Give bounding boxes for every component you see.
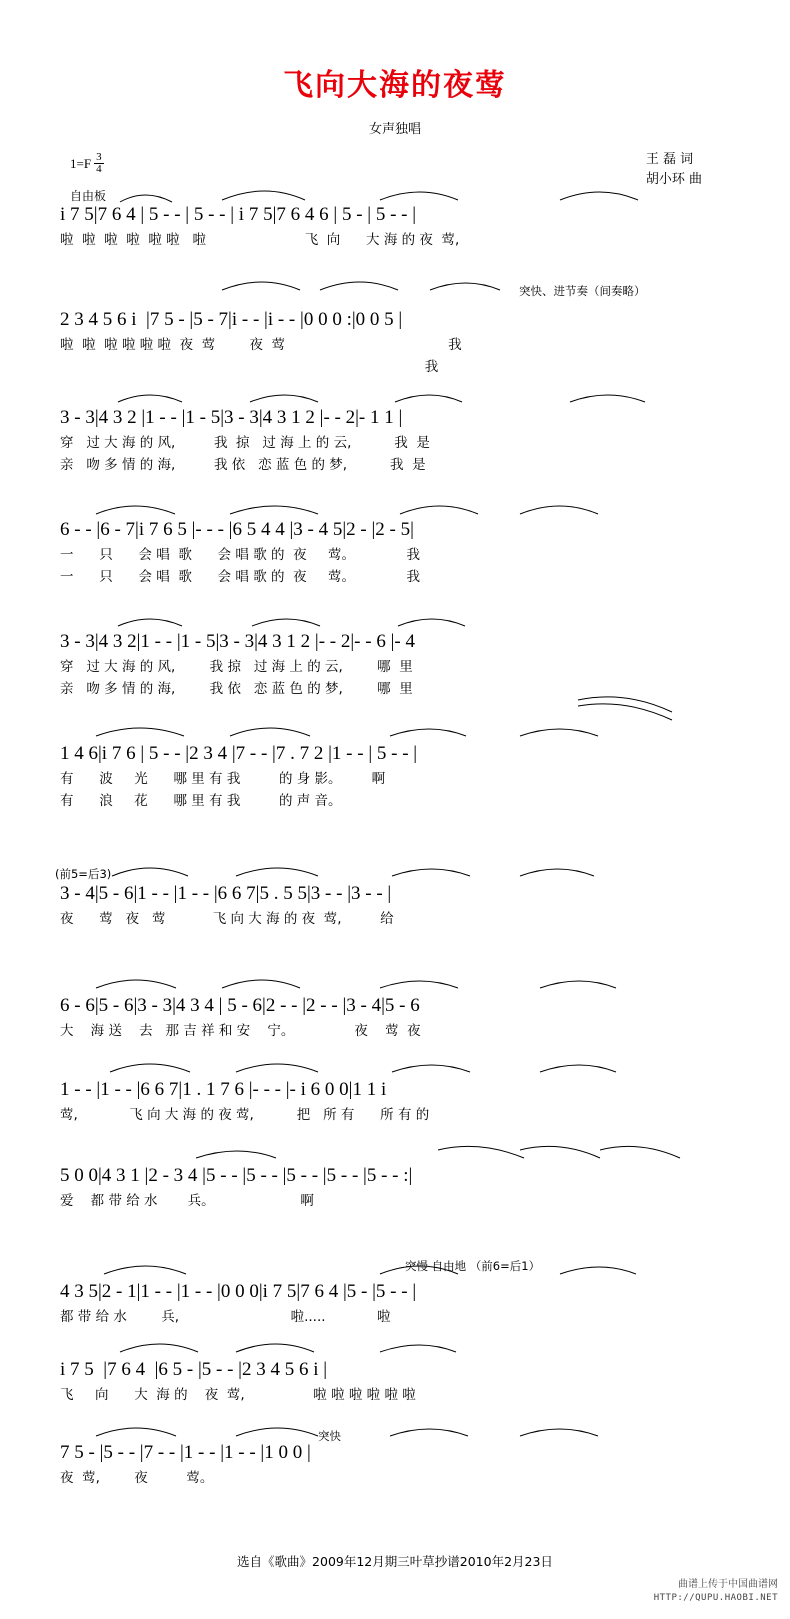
music-system <box>60 310 732 380</box>
lyric-row: 啦 啦 啦 啦 啦 啦 夜 莺 夜 莺 我 <box>60 337 462 353</box>
lyric-row: 爱 都 带 给 水 兵。 啊 <box>60 1193 314 1209</box>
note-row: 7 5 - |5 - - |7 - - |1 - - |1 - - |1 0 0 | <box>60 1442 311 1463</box>
site-credit-line: 曲谱上传于中国曲谱网 <box>678 1579 778 1590</box>
site-credit <box>654 1578 778 1604</box>
note-row: 4 3 5|2 - 1|1 - - |1 - - |0 0 0|i 7 5|7 6 4 |5 - |5 - - | <box>60 1281 417 1302</box>
lyricist-credit: 王 磊 词 <box>645 152 694 167</box>
composer-credit: 胡小环 曲 <box>645 172 702 188</box>
site-credit-url: HTTP://QUPU.HAOBI.NET <box>653 1592 778 1603</box>
lyric-row: 一 只 会 唱 歌 会 唱 歌 的 夜 莺。 我 <box>60 569 421 585</box>
music-system <box>60 632 732 702</box>
lyric-row: 有 波 光 哪 里 有 我 的 身 影。 啊 <box>60 771 386 787</box>
key-signature: 1=F <box>70 156 92 171</box>
lyric-row: 亲 吻 多 情 的 海, 我 依 恋 蓝 色 的 梦, 哪 里 <box>60 681 413 697</box>
lyric-row: 飞 向 大 海 的 夜 莺, 啦 啦 啦 啦 啦 啦 <box>60 1387 416 1403</box>
music-system <box>60 408 732 478</box>
music-system <box>60 884 732 932</box>
music-system <box>60 996 732 1044</box>
annotation: 突慢 自由地 （前6=后1） <box>405 1259 541 1273</box>
tempo-marking: 自由板 <box>70 189 107 203</box>
note-row: 3 - 3|4 3 2 |1 - - |1 - 5|3 - 3|4 3 1 2 |- - 2|- 1 1 | <box>60 407 403 428</box>
annotation: 突快、进节奏（间奏略） <box>519 284 646 298</box>
music-system <box>60 1282 732 1330</box>
lyric-row: 一 只 会 唱 歌 会 唱 歌 的 夜 莺。 我 <box>60 547 421 563</box>
credits-block <box>646 150 702 190</box>
lyric-row: 大 海 送 去 那 吉 祥 和 安 宁。 夜 莺 夜 <box>60 1023 421 1039</box>
note-row: 3 - 3|4 3 2|1 - - |1 - 5|3 - 3|4 3 1 2 |- - 2|- - 6 |- 4 <box>60 631 415 652</box>
key-and-time-signature <box>70 152 104 175</box>
time-signature-denominator: 4 <box>96 163 102 175</box>
music-system <box>60 1080 732 1128</box>
subtitle: 女声独唱 <box>368 122 421 137</box>
source-footer: 选自《歌曲》2009年12月期三叶草抄谱2010年2月23日 <box>237 1554 553 1569</box>
note-row: 1 - - |1 - - |6 6 7|1 . 1 7 6 |- - - |- i 6 0 0|1 1 i <box>60 1079 387 1100</box>
annotation: (前5=后3) <box>55 867 112 881</box>
lyric-row: 穿 过 大 海 的 风, 我 掠 过 海 上 的 云, 哪 里 <box>60 659 413 675</box>
lyric-row: 都 带 给 水 兵, 啦..... 啦 <box>60 1309 391 1325</box>
music-system <box>60 1360 732 1408</box>
lyric-row: 夜 莺 夜 莺 飞 向 大 海 的 夜 莺, 给 <box>60 911 394 927</box>
lyric-row: 夜 莺, 夜 莺。 <box>60 1470 214 1486</box>
lyric-row: 我 <box>60 359 439 375</box>
note-row: i 7 5 |7 6 4 |6 5 - |5 - - |2 3 4 5 6 i | <box>60 1359 328 1380</box>
music-system <box>60 1166 732 1214</box>
page-title: 飞向大海的夜莺 <box>283 68 507 103</box>
music-system <box>60 520 732 590</box>
music-system <box>60 205 732 253</box>
note-row: i 7 5|7 6 4 | 5 - - | 5 - - | i 7 5|7 6 4 6 | 5 - | 5 - - | <box>60 204 417 225</box>
lyric-row: 啦 啦 啦 啦 啦 啦 啦 飞 向 大 海 的 夜 莺, <box>60 232 460 248</box>
note-row: 5 0 0|4 3 1 |2 - 3 4 |5 - - |5 - - |5 - - |5 - - |5 - - :| <box>60 1165 413 1186</box>
time-signature-numerator: 3 <box>96 151 102 163</box>
music-system <box>60 1443 732 1491</box>
time-signature <box>94 152 104 175</box>
note-row: 6 - 6|5 - 6|3 - 3|4 3 4 | 5 - 6|2 - - |2 - - |3 - 4|5 - 6 <box>60 995 420 1016</box>
lyric-row: 莺, 飞 向 大 海 的 夜 莺, 把 所 有 所 有 的 <box>60 1107 430 1123</box>
music-system <box>60 744 732 814</box>
note-row: 3 - 4|5 - 6|1 - - |1 - - |6 6 7|5 . 5 5|3 - - |3 - - | <box>60 883 392 904</box>
lyric-row: 亲 吻 多 情 的 海, 我 依 恋 蓝 色 的 梦, 我 是 <box>60 457 426 473</box>
lyric-row: 穿 过 大 海 的 风, 我 掠 过 海 上 的 云, 我 是 <box>60 435 430 451</box>
lyric-row: 有 浪 花 哪 里 有 我 的 声 音。 <box>60 793 342 809</box>
note-row: 1 4 6|i 7 6 | 5 - - |2 3 4 |7 - - |7 . 7 2 |1 - - | 5 - - | <box>60 743 418 764</box>
note-row: 2 3 4 5 6 i |7 5 - |5 - 7|i - - |i - - |0 0 0 :|0 0 5 | <box>60 309 403 330</box>
annotation: 突快 <box>318 1429 341 1443</box>
note-row: 6 - - |6 - 7|i 7 6 5 |- - - |6 5 4 4 |3 - 4 5|2 - |2 - 5| <box>60 519 414 540</box>
